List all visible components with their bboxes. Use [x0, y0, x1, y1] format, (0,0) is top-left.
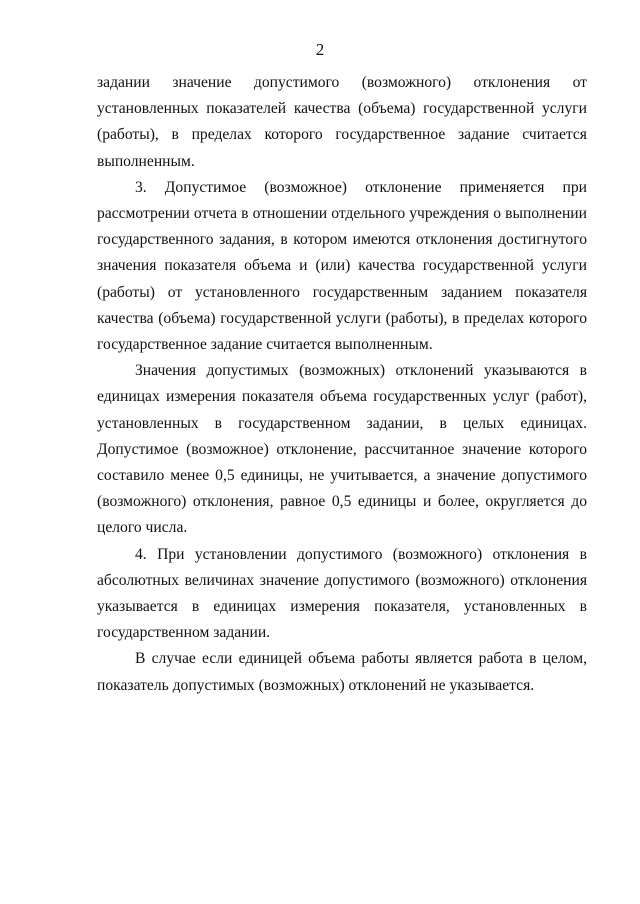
paragraph-4: 4. При установлении допустимого (возможного) отклонения в абсолютных величинах значение допустимого (возможного) отклонения указывается в единицах измерения показателя, установленных в государственном задании. — [97, 545, 587, 642]
document-body — [97, 70, 587, 699]
page-number: 2 — [315, 40, 325, 59]
paragraph-work-as-whole: В случае если единицей объема работы является работа в целом, показатель допустимых (возможных) отклонений не указывается. — [97, 650, 587, 694]
paragraph-continuation: задании значение допустимого (возможного) отклонения от установленных показателей качества (объема) государственной услуги (работы), в пределах которого государственное задание считается выполненным. — [97, 74, 587, 170]
paragraph-3: 3. Допустимое (возможное) отклонение применяется при рассмотрении отчета в отношении отдельного учреждения о выполнении государственного задания, в котором имеются отклонения достигнутого значения показателя объема и (или) качества государственной услуги (работы) от установленного государственным заданием показателя качества (объема) государственной услуги (работы), в пределах которого государственное задание считается выполненным. — [97, 178, 587, 354]
paragraph-deviation-units: Значения допустимых (возможных) отклонений указываются в единицах измерения показателя объема государственных услуг (работ), установленных в государственном задании, в целых единицах. Допустимое (возможное) отклонение, рассчитанное значение которого составило менее 0,5 единицы, не учитывается, а значение допустимого (возможного) отклонения, равное 0,5 единицы и более, округляется до целого числа. — [97, 362, 587, 537]
